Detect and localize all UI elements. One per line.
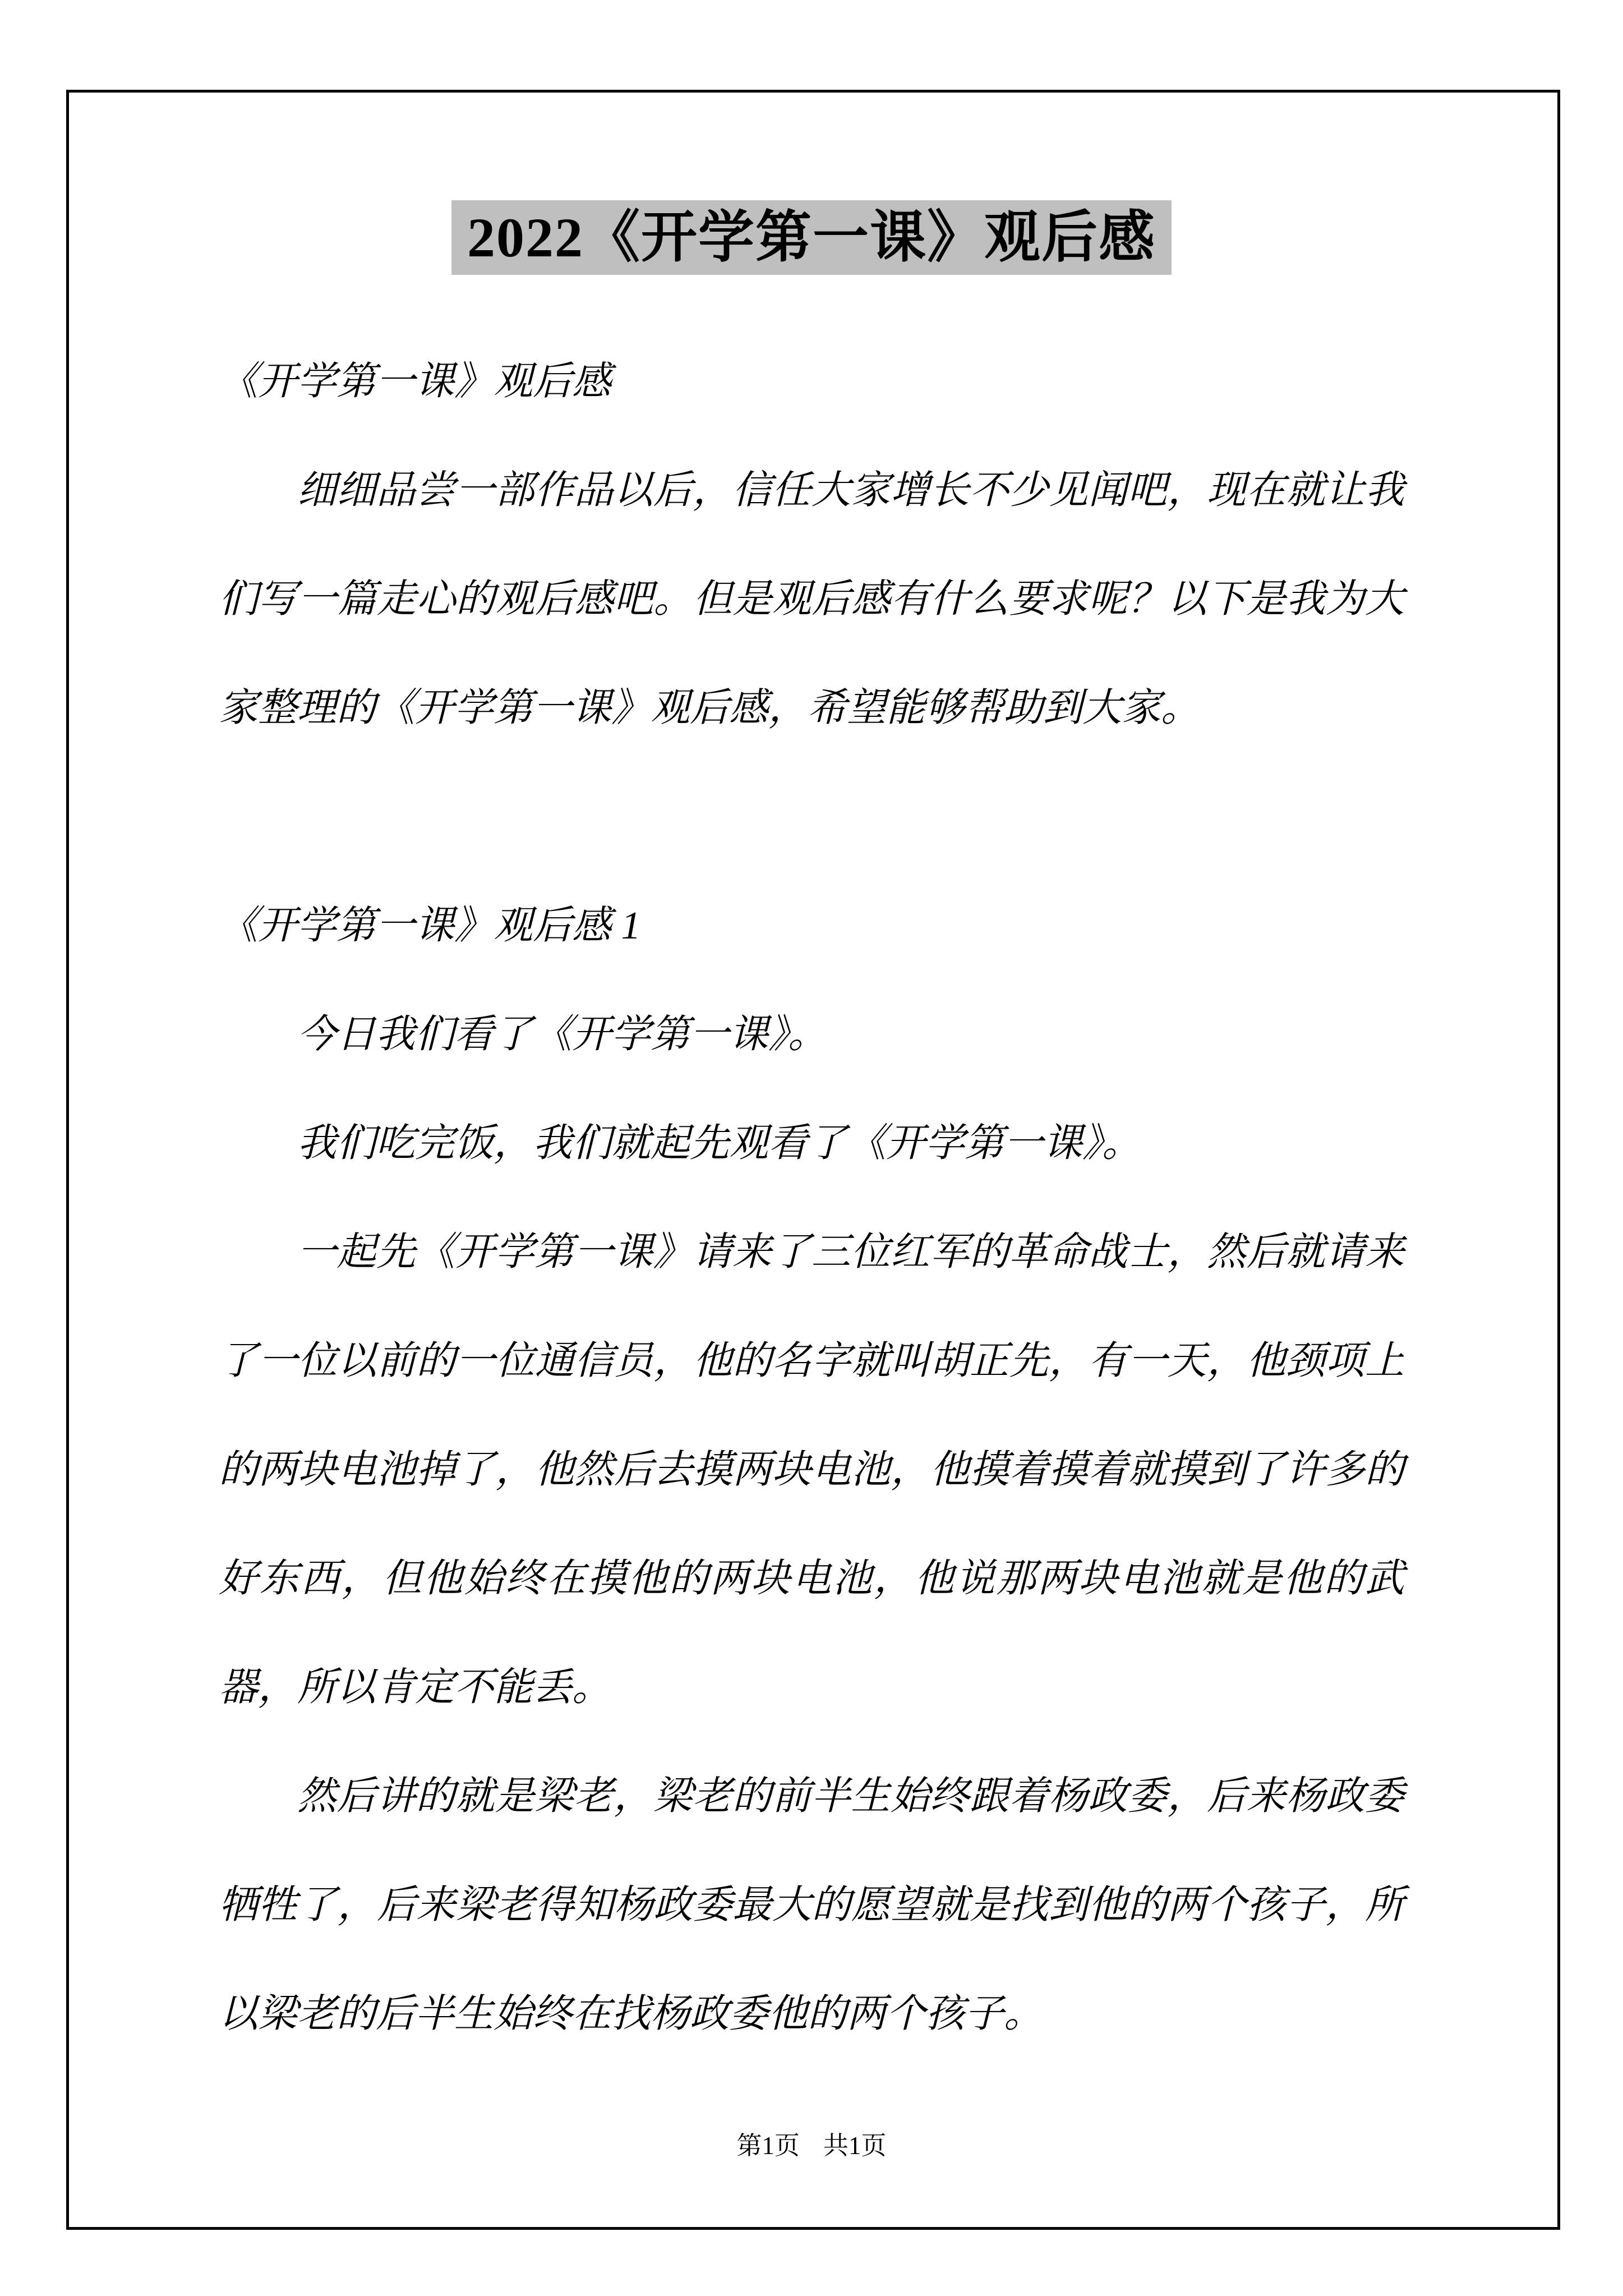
paragraph-intro: 细细品尝一部作品以后，信任大家增长不少见闻吧，现在就让我们写一篇走心的观后感吧。但是观后感有什么要求呢？以下是我为大家整理的《开学第一课》观后感，希望能够帮助到大家。 <box>219 469 1404 730</box>
paragraph-body-1: 今日我们看了《开学第一课》。 <box>297 1013 827 1056</box>
footer-current-page: 第1页 <box>736 2132 800 2160</box>
paragraph-body-4: 然后讲的就是梁老，梁老的前半生始终跟着杨政委，后来杨政委牺牲了，后来梁老得知杨政委最大的愿望就是找到他的两个孩子，所以梁老的后半生始终在找杨政委他的两个孩子。 <box>219 1775 1404 2036</box>
title-row <box>219 200 1404 275</box>
document-body <box>219 0 1404 2069</box>
page-title: 2022《开学第一课》观后感 <box>451 200 1172 275</box>
paragraph-body-2: 我们吃完饭，我们就起先观看了《开学第一课》。 <box>297 1122 1141 1165</box>
paragraph-section-heading: 《开学第一课》观后感 1 <box>219 904 641 947</box>
page-footer <box>0 2125 1623 2161</box>
paragraph-heading: 《开学第一课》观后感 <box>219 360 611 403</box>
footer-total-pages: 共1页 <box>823 2132 887 2160</box>
paragraph-body-3: 一起先《开学第一课》请来了三位红军的革命战士，然后就请来了一位以前的一位通信员，他的名字就叫胡正先，有一天，他颈项上的两块电池掉了，他然后去摸两块电池，他摸着摸着就摸到了许多的好东西，但他始终在摸他的两块电池，他说那两块电池就是他的武器，所以肯定不能丢。 <box>219 1231 1404 1709</box>
